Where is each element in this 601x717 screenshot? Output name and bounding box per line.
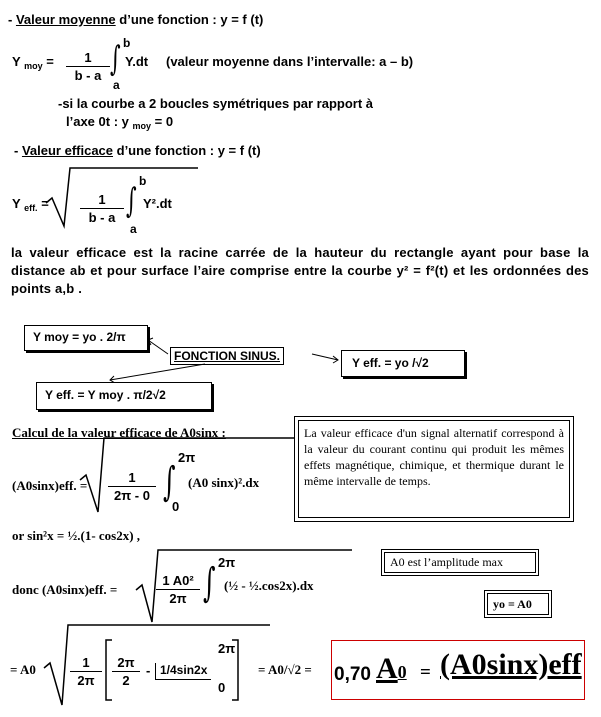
symmetry-note-line2: l’axe 0t : y $_{moy}$ = 0 [66, 114, 174, 131]
donc-lhs: donc (A0sinx)eff. = [12, 582, 118, 597]
sin-square-identity: or sin²x = ½.(1- cos2x) , [12, 528, 141, 543]
rms-integrand: Y².dt [143, 196, 172, 211]
fonction-sinus-label: FONCTION SINUS. [170, 347, 284, 365]
symmetry-note-line1: -si la courbe a 2 boucles symétriques par rapport à [58, 96, 373, 111]
final-lower-bound: 0 [218, 680, 226, 695]
final-upper-bound: 2π [218, 641, 236, 656]
integral-sign: ∫ [110, 39, 121, 79]
amplitude-box: A0 est l’amplitude max [381, 549, 539, 576]
final-minus: - [146, 663, 151, 678]
mean-lhs: Y $_{moy}$ = [12, 54, 54, 71]
final-equals: = A0/√2 = [258, 662, 312, 677]
final-sin-term: 1/4sin2x [155, 663, 211, 680]
donc-integrand: (½ - ½.cos2x).dx [224, 578, 314, 593]
result-rhs: (A0sinx)eff [440, 648, 582, 681]
rms-explanation: la valeur efficace est la racine carrée de la hauteur du rectangle ayant pour base la distance ab et pour surface l’aire comprise entre la courbe y² = f²(t) et les ordonnées des points a,b . [11, 245, 589, 296]
calc-title: Calcul de la valeur efficace de A0sinx : [12, 425, 226, 440]
definition-box: La valeur efficace d'un signal alternatif correspond à la valeur du courant continu qui produit les mêmes effets magnétique, chimique, et thermique durant le même intervalle de temps. [294, 416, 574, 522]
calc-lhs: (A0sinx)eff. = [12, 478, 88, 493]
final-fraction: $\frac{1}{2\pi}$ [70, 655, 102, 688]
rms-lhs: Y $_{eff.}$ = [12, 196, 49, 213]
donc-fraction: $\frac{\text{1 A0²}}{2\pi}$ [156, 573, 200, 606]
integral-lower: a [113, 78, 120, 92]
mean-fraction: $\frac{1}{b - a}$ [66, 50, 110, 83]
calc-fraction: $\frac{1}{2\pi - 0}$ [108, 470, 156, 503]
integral-sign: ∫ [126, 181, 137, 221]
sinus-rms-box: Y eff. = yo /√2 [341, 350, 465, 377]
result-A0: A0 [376, 652, 407, 685]
mean-note: (valeur moyenne dans l’intervalle: a – b) [166, 54, 414, 69]
integral-sign: ∫ [163, 459, 176, 505]
sinus-rms-from-mean-box: Y eff. = Y moy . π/2√2 [36, 382, 212, 410]
sinus-mean-box: Y moy = yo . 2/π [24, 325, 148, 351]
integral-upper: b [139, 174, 147, 188]
integral-lower: 0 [172, 499, 180, 514]
integral-lower: a [130, 222, 137, 236]
mean-heading: - Valeur moyenne d’une fonction : y = f (t) [8, 12, 264, 27]
rms-fraction: $\frac{1}{b - a}$ [80, 192, 124, 225]
integral-upper: 2π [178, 450, 196, 465]
result-coefficient: 0,70 [334, 664, 371, 685]
mean-integrand: Y.dt [125, 54, 149, 69]
integral-upper: 2π [218, 555, 236, 570]
result-equals: = [420, 662, 431, 683]
integral-sign: ∫ [203, 560, 216, 606]
integral-upper: b [123, 36, 131, 50]
final-lhs: = A0 [10, 662, 36, 677]
y0-box: yo = A0 [484, 590, 552, 618]
calc-integrand: (A0 sinx)².dx [188, 475, 260, 490]
rms-heading: - Valeur efficace d’une fonction : y = f (t) [14, 143, 261, 158]
final-bracket-fraction: $\frac{2\pi}{2}$ [112, 655, 140, 688]
